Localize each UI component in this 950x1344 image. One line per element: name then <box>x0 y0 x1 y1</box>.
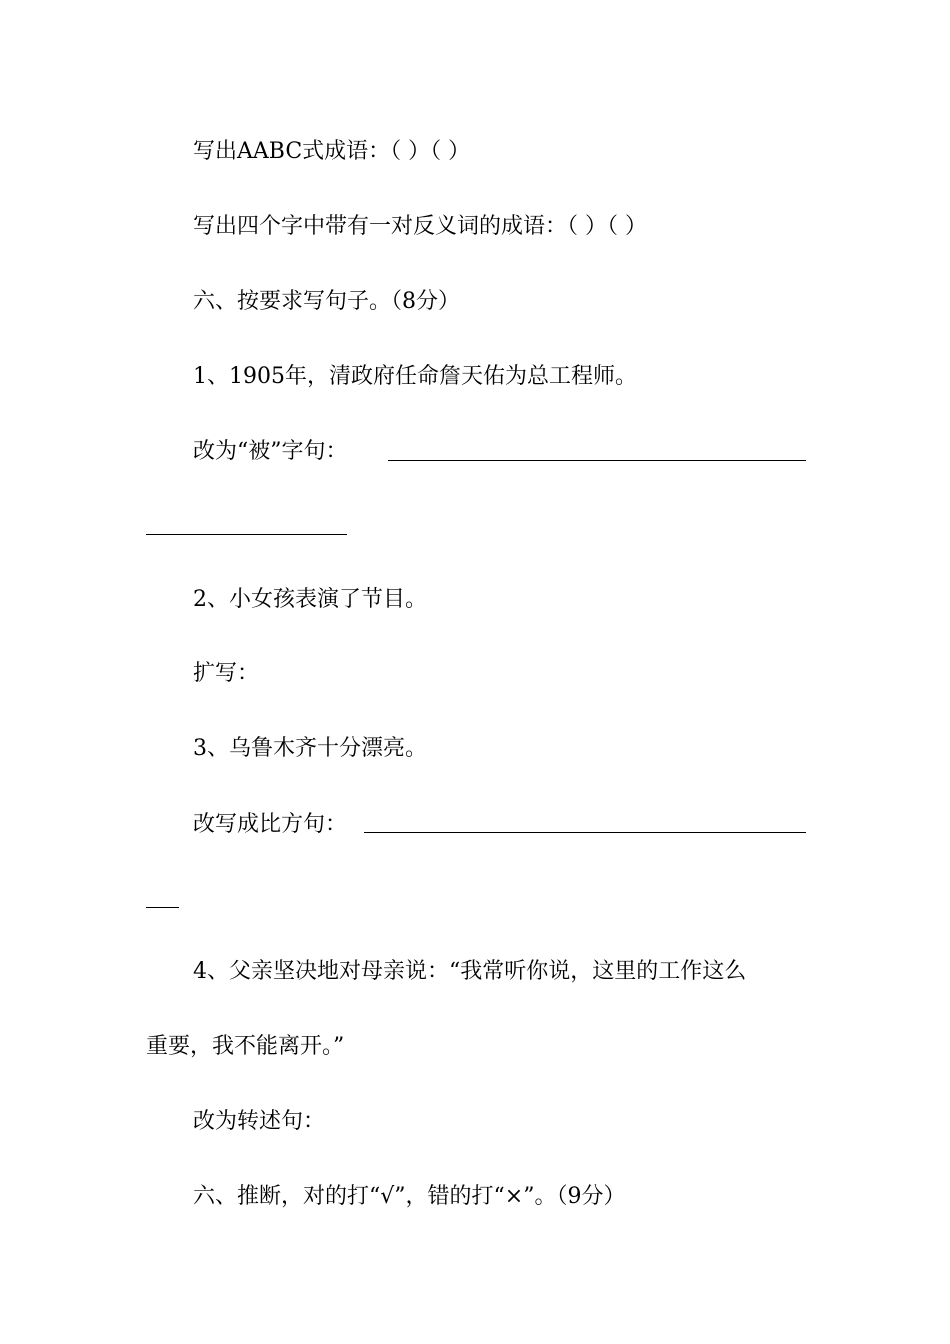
question-3-instruction: 改写成比方句： <box>193 812 348 837</box>
question-2-sentence: 2、小女孩表演了节目。 <box>193 587 427 612</box>
answer-line-1b <box>146 534 347 535</box>
question-1-instruction: 改为“被”字句： <box>193 439 348 464</box>
answer-line-3b <box>146 907 179 908</box>
question-antonym-idiom: 写出四个字中带有一对反义词的成语：（ ）（ ） <box>193 214 647 239</box>
question-aabc-idiom: 写出AABC式成语：（ ）（ ） <box>193 139 471 164</box>
answer-line-3a <box>364 832 806 833</box>
question-4-instruction: 改为转述句： <box>193 1109 326 1134</box>
question-4-sentence-cont: 重要，我不能离开。” <box>146 1034 345 1059</box>
question-3-sentence: 3、乌鲁木齐十分漂亮。 <box>193 736 427 761</box>
section-heading-judgement: 六、推断，对的打“√”，错的打“×”。（9分） <box>193 1184 626 1209</box>
answer-line-1a <box>388 460 806 461</box>
question-1-sentence: 1、1905年，清政府任命詹天佑为总工程师。 <box>193 364 637 389</box>
question-4-sentence: 4、父亲坚决地对母亲说：“我常听你说，这里的工作这么 <box>193 959 747 984</box>
section-heading-sentences: 六、按要求写句子。（8分） <box>193 289 460 314</box>
question-2-instruction: 扩写： <box>193 661 260 686</box>
